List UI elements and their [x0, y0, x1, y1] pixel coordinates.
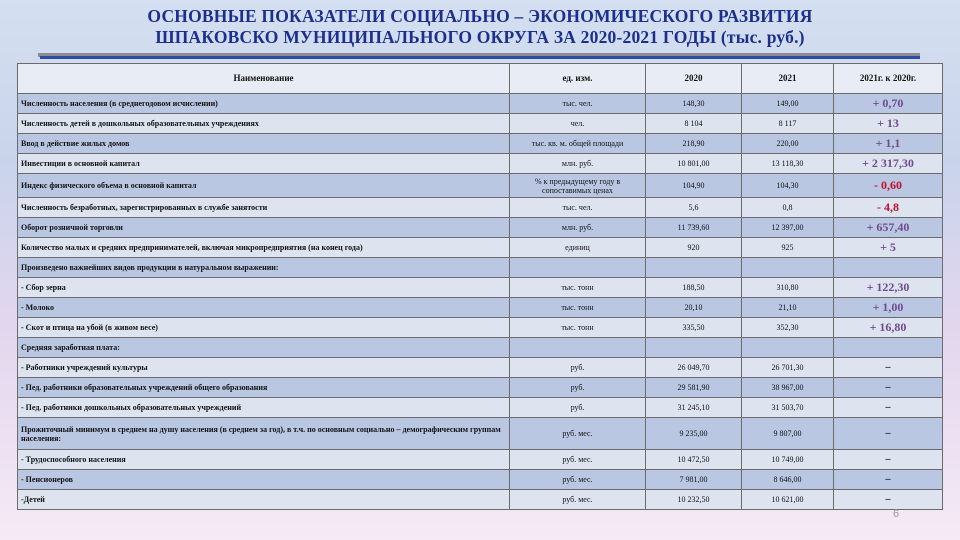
row-name: -Детей: [18, 490, 510, 510]
row-unit: млн. руб.: [510, 218, 646, 238]
row-change: + 657,40: [834, 218, 943, 238]
row-value-2020: 26 049,70: [646, 358, 742, 378]
row-value-2020: 218,90: [646, 134, 742, 154]
row-change: + 1,00: [834, 298, 943, 318]
row-value-2021: 31 503,70: [742, 398, 834, 418]
row-value-2021: 10 621,00: [742, 490, 834, 510]
row-value-2020: 10 232,50: [646, 490, 742, 510]
row-value-2020: 9 235,00: [646, 418, 742, 450]
row-unit: руб. мес.: [510, 490, 646, 510]
table-row: [18, 218, 943, 238]
row-unit: тыс. кв. м. общей площади: [510, 134, 646, 154]
row-change: + 0,70: [834, 94, 943, 114]
row-unit: тыс. чел.: [510, 94, 646, 114]
table-row: [18, 450, 943, 470]
row-unit: единиц: [510, 238, 646, 258]
table-row: [18, 358, 943, 378]
row-unit: руб. мес.: [510, 418, 646, 450]
row-change: –: [834, 418, 943, 450]
row-value-2021: 8 646,00: [742, 470, 834, 490]
table-row: [18, 318, 943, 338]
row-change: + 1,1: [834, 134, 943, 154]
row-value-2020: 7 981,00: [646, 470, 742, 490]
row-unit: тыс. тонн: [510, 278, 646, 298]
row-name: - Сбор зерна: [18, 278, 510, 298]
table-row: [18, 418, 943, 450]
table-row: [18, 114, 943, 134]
row-value-2020: 335,50: [646, 318, 742, 338]
table-row: [18, 258, 943, 278]
table-row: [18, 238, 943, 258]
row-value-2021: 0,8: [742, 198, 834, 218]
row-value-2021: 26 701,30: [742, 358, 834, 378]
row-change: + 5: [834, 238, 943, 258]
table-row: [18, 174, 943, 198]
table-row: [18, 198, 943, 218]
row-name: Произведено важнейших видов продукции в натуральном выражении:: [18, 258, 510, 278]
table-row: [18, 490, 943, 510]
row-name: - Скот и птица на убой (в живом весе): [18, 318, 510, 338]
table-row: [18, 470, 943, 490]
row-name: Численность безработных, зарегистрированных в службе занятости: [18, 198, 510, 218]
table-row: [18, 298, 943, 318]
row-value-2020: [646, 338, 742, 358]
row-value-2020: 10 472,50: [646, 450, 742, 470]
row-value-2021: 21,10: [742, 298, 834, 318]
row-value-2020: 31 245,10: [646, 398, 742, 418]
row-name: Оборот розничной торговли: [18, 218, 510, 238]
row-value-2021: 13 118,30: [742, 154, 834, 174]
row-value-2020: 20,10: [646, 298, 742, 318]
header-name: Наименование: [18, 64, 510, 94]
row-unit: [510, 338, 646, 358]
row-value-2021: 8 117: [742, 114, 834, 134]
header-unit: ед. изм.: [510, 64, 646, 94]
row-value-2020: 10 801,00: [646, 154, 742, 174]
row-name: Инвестиции в основной капитал: [18, 154, 510, 174]
row-name: - Работники учреждений культуры: [18, 358, 510, 378]
row-value-2021: 38 967,00: [742, 378, 834, 398]
row-change: –: [834, 358, 943, 378]
row-change: + 122,30: [834, 278, 943, 298]
row-name: - Пед. работники дошкольных образовательных учреждений: [18, 398, 510, 418]
row-change: + 16,80: [834, 318, 943, 338]
row-unit: руб. мес.: [510, 470, 646, 490]
row-unit: % к предыдущему году в сопоставимых ценах: [510, 174, 646, 198]
row-value-2020: 920: [646, 238, 742, 258]
table-row: [18, 278, 943, 298]
indicators-table: [17, 63, 943, 510]
title-underline: [40, 56, 920, 59]
row-value-2021: 9 807,00: [742, 418, 834, 450]
row-value-2021: 220,00: [742, 134, 834, 154]
row-change: + 13: [834, 114, 943, 134]
row-value-2020: 104,90: [646, 174, 742, 198]
table-row: [18, 338, 943, 358]
row-unit: чел.: [510, 114, 646, 134]
row-value-2021: 352,30: [742, 318, 834, 338]
row-value-2021: 104,30: [742, 174, 834, 198]
row-value-2021: 12 397,00: [742, 218, 834, 238]
row-change: + 2 317,30: [834, 154, 943, 174]
row-unit: тыс. тонн: [510, 318, 646, 338]
row-value-2021: 310,80: [742, 278, 834, 298]
row-value-2021: [742, 338, 834, 358]
slide-title: [0, 6, 960, 48]
row-change: [834, 258, 943, 278]
row-name: Средняя заработная плата:: [18, 338, 510, 358]
row-name: Ввод в действие жилых домов: [18, 134, 510, 154]
row-value-2021: [742, 258, 834, 278]
row-value-2020: 5,6: [646, 198, 742, 218]
row-unit: [510, 258, 646, 278]
row-change: –: [834, 378, 943, 398]
row-value-2020: 8 104: [646, 114, 742, 134]
header-2020: 2020: [646, 64, 742, 94]
row-value-2021: 149,00: [742, 94, 834, 114]
row-change: –: [834, 450, 943, 470]
row-name: Индекс физического объема в основной капитал: [18, 174, 510, 198]
table-row: [18, 134, 943, 154]
slide-title-line2: ШПАКОВСКО МУНИЦИПАЛЬНОГО ОКРУГА ЗА 2020-2021 ГОДЫ (тыс. руб.): [155, 27, 805, 47]
row-name: Количество малых и средних предпринимателей, включая микропредприятия (на конец года): [18, 238, 510, 258]
slide-title-line1: ОСНОВНЫЕ ПОКАЗАТЕЛИ СОЦИАЛЬНО – ЭКОНОМИЧЕСКОГО РАЗВИТИЯ: [147, 6, 813, 26]
row-unit: руб.: [510, 358, 646, 378]
row-value-2020: 11 739,60: [646, 218, 742, 238]
row-value-2020: [646, 258, 742, 278]
table-row: [18, 378, 943, 398]
row-change: –: [834, 398, 943, 418]
row-unit: тыс. тонн: [510, 298, 646, 318]
row-unit: тыс. чел.: [510, 198, 646, 218]
row-name: Численность детей в дошкольных образовательных учреждениях: [18, 114, 510, 134]
row-change: - 0,60: [834, 174, 943, 198]
row-name: - Пед. работники образовательных учреждений общего образования: [18, 378, 510, 398]
table-row: [18, 154, 943, 174]
row-name: - Трудоспособного населения: [18, 450, 510, 470]
row-name: - Молоко: [18, 298, 510, 318]
row-change: –: [834, 490, 943, 510]
row-value-2021: 10 749,00: [742, 450, 834, 470]
header-2021: 2021: [742, 64, 834, 94]
row-change: –: [834, 470, 943, 490]
row-unit: руб.: [510, 378, 646, 398]
table-row: [18, 398, 943, 418]
row-unit: руб. мес.: [510, 450, 646, 470]
row-change: [834, 338, 943, 358]
row-change: - 4,8: [834, 198, 943, 218]
table-header-row: [18, 64, 943, 94]
page-number: 6: [893, 508, 900, 520]
row-name: - Пенсионеров: [18, 470, 510, 490]
table-row: [18, 94, 943, 114]
row-value-2020: 188,50: [646, 278, 742, 298]
row-name: Численность населения (в среднегодовом исчислении): [18, 94, 510, 114]
row-value-2020: 148,30: [646, 94, 742, 114]
row-value-2020: 29 581,90: [646, 378, 742, 398]
row-name: Прожиточный минимум в среднем на душу населения (в среднем за год), в т.ч. по основным социально – демографическим группам населения:: [18, 418, 510, 450]
header-change: 2021г. к 2020г.: [834, 64, 943, 94]
row-unit: млн. руб.: [510, 154, 646, 174]
row-unit: руб.: [510, 398, 646, 418]
row-value-2021: 925: [742, 238, 834, 258]
